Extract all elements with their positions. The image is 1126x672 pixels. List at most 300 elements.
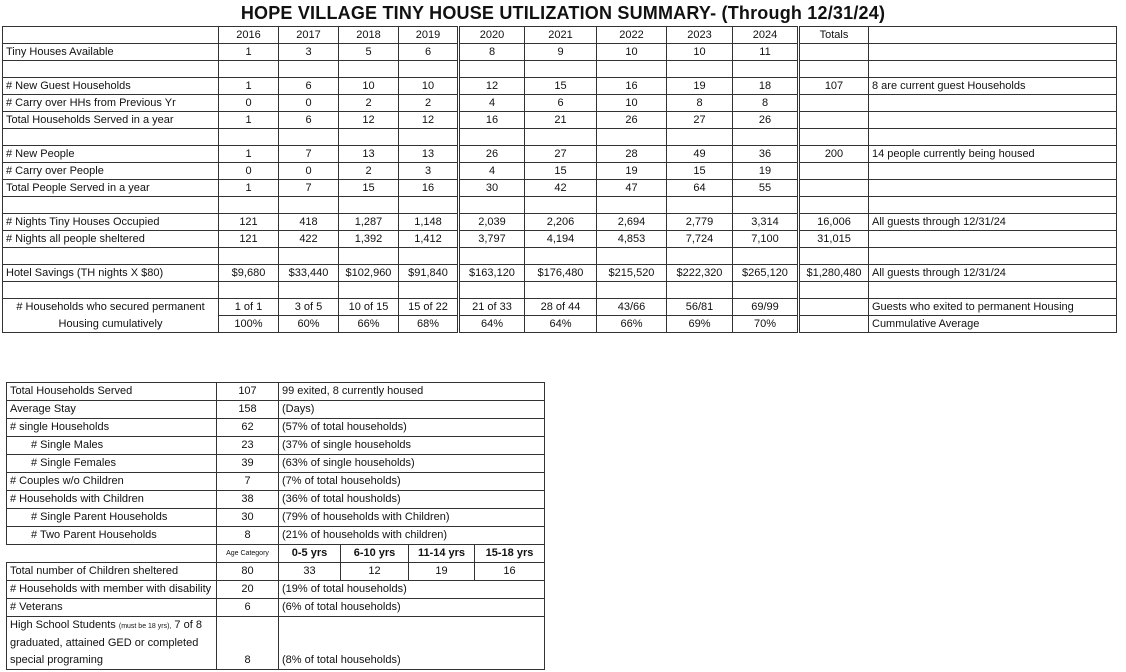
row-total: 16,006 <box>799 214 869 231</box>
detail-value: 62 <box>217 419 279 437</box>
row-value: 3,797 <box>459 231 525 248</box>
spacer-cell <box>399 129 459 146</box>
row-value: 4 <box>459 95 525 112</box>
gap-cell <box>7 545 217 563</box>
detail-value: 38 <box>217 491 279 509</box>
row-value: 26 <box>597 112 667 129</box>
spacer-cell <box>219 197 279 214</box>
gap-cell <box>545 383 615 401</box>
row-value: 15 <box>667 163 733 180</box>
detail-row <box>7 455 615 473</box>
page-title: HOPE VILLAGE TINY HOUSE UTILIZATION SUMMARY- (Through 12/31/24) <box>240 3 886 23</box>
permanent-fraction: 15 of 22 <box>399 299 459 316</box>
gap-cell <box>545 509 615 527</box>
row-value: 19 <box>597 163 667 180</box>
spacer-cell <box>667 61 733 78</box>
spacer-cell <box>597 282 667 299</box>
row-value: 26 <box>459 146 525 163</box>
spacer-cell <box>733 282 799 299</box>
spacer-cell <box>219 248 279 265</box>
row-value: 10 <box>399 78 459 95</box>
spacer-cell <box>339 282 399 299</box>
detail-note: (63% of single households) <box>279 455 545 473</box>
row-value: 121 <box>219 214 279 231</box>
age-category: 11-14 yrs <box>409 545 475 563</box>
row-value: 1,412 <box>399 231 459 248</box>
row-value: 5 <box>339 44 399 61</box>
row-note <box>869 163 1117 180</box>
year-header-row <box>3 27 1117 44</box>
permanent-label-2: Housing cumulatively <box>3 316 219 333</box>
age-category: 0-5 yrs <box>279 545 341 563</box>
row-note <box>869 44 1117 61</box>
table-row <box>3 146 1117 163</box>
spacer-cell <box>399 282 459 299</box>
permanent-percent: 70% <box>733 316 799 333</box>
gap-cell <box>545 617 615 670</box>
table-row <box>3 95 1117 112</box>
row-total <box>799 95 869 112</box>
spacer-cell <box>869 248 1117 265</box>
permanent-percent: 66% <box>339 316 399 333</box>
spacer-row <box>3 197 1117 214</box>
age-category: 15-18 yrs <box>475 545 545 563</box>
spacer-cell <box>219 129 279 146</box>
row-value: 42 <box>525 180 597 197</box>
permanent-percent: 100% <box>219 316 279 333</box>
row-value: 2,779 <box>667 214 733 231</box>
row-value: $91,840 <box>399 265 459 282</box>
spacer-cell <box>597 197 667 214</box>
detail-row <box>7 491 615 509</box>
spacer-cell <box>667 197 733 214</box>
row-value: 27 <box>525 146 597 163</box>
spacer-cell <box>525 61 597 78</box>
detail-note: (57% of total households) <box>279 419 545 437</box>
detail-value: 7 <box>217 473 279 491</box>
spacer-cell <box>399 197 459 214</box>
row-value: 1,392 <box>339 231 399 248</box>
gap-cell <box>545 491 615 509</box>
row-value: $265,120 <box>733 265 799 282</box>
detail-note: (21% of households with children) <box>279 527 545 545</box>
row-value: 19 <box>733 163 799 180</box>
year-header: 2023 <box>667 27 733 44</box>
row-label: Total People Served in a year <box>3 180 219 197</box>
students-label-note: (must be 18 yrs), <box>118 623 172 630</box>
row-value: 422 <box>279 231 339 248</box>
row-value: 49 <box>667 146 733 163</box>
spacer-cell <box>525 129 597 146</box>
row-label: # New People <box>3 146 219 163</box>
spacer-cell <box>399 248 459 265</box>
detail-note: (19% of total households) <box>279 581 545 599</box>
detail-label: # Couples w/o Children <box>7 473 217 491</box>
row-total: 200 <box>799 146 869 163</box>
children-count: 16 <box>475 563 545 581</box>
year-header: 2016 <box>219 27 279 44</box>
row-value: 2 <box>339 163 399 180</box>
row-value: 6 <box>399 44 459 61</box>
household-details-table <box>6 382 615 670</box>
detail-note: (79% of households with Children) <box>279 509 545 527</box>
spacer-cell <box>667 282 733 299</box>
permanent-note-2: Cummulative Average <box>869 316 1117 333</box>
permanent-percent-row <box>3 316 1117 333</box>
students-value: 8 <box>217 617 279 670</box>
spacer-cell <box>279 61 339 78</box>
row-value: 7,724 <box>667 231 733 248</box>
spacer-row <box>3 61 1117 78</box>
children-label: Total number of Children sheltered <box>7 563 217 581</box>
row-value: $102,960 <box>339 265 399 282</box>
age-category: 6-10 yrs <box>341 545 409 563</box>
spacer-cell <box>869 197 1117 214</box>
row-value: $163,120 <box>459 265 525 282</box>
spacer-cell <box>219 282 279 299</box>
row-note <box>869 180 1117 197</box>
totals-header: Totals <box>799 27 869 44</box>
year-header: 2018 <box>339 27 399 44</box>
row-value: 10 <box>667 44 733 61</box>
row-label: Hotel Savings (TH nights X $80) <box>3 265 219 282</box>
row-value: 12 <box>339 112 399 129</box>
detail-label: # Households with member with disability <box>7 581 217 599</box>
row-value: 8 <box>733 95 799 112</box>
row-value: 121 <box>219 231 279 248</box>
table-row <box>3 214 1117 231</box>
students-note: (8% of total households) <box>279 617 545 670</box>
permanent-percent: 66% <box>597 316 667 333</box>
year-header: 2022 <box>597 27 667 44</box>
permanent-percent: 64% <box>525 316 597 333</box>
detail-value: 158 <box>217 401 279 419</box>
row-value: 9 <box>525 44 597 61</box>
spacer-cell <box>3 129 219 146</box>
children-count: 33 <box>279 563 341 581</box>
gap-cell <box>545 455 615 473</box>
row-value: 12 <box>459 78 525 95</box>
row-value: 16 <box>459 112 525 129</box>
row-value: 19 <box>667 78 733 95</box>
row-value: 0 <box>279 95 339 112</box>
row-value: 6 <box>279 112 339 129</box>
row-note: 8 are current guest Households <box>869 78 1117 95</box>
row-total <box>799 112 869 129</box>
row-value: 18 <box>733 78 799 95</box>
permanent-fraction: 69/99 <box>733 299 799 316</box>
row-total <box>799 163 869 180</box>
row-value: $222,320 <box>667 265 733 282</box>
permanent-fraction: 1 of 1 <box>219 299 279 316</box>
spacer-cell <box>279 248 339 265</box>
row-value: 1 <box>219 180 279 197</box>
row-note: All guests through 12/31/24 <box>869 214 1117 231</box>
row-note <box>869 95 1117 112</box>
spacer-cell <box>525 248 597 265</box>
row-value: 10 <box>339 78 399 95</box>
row-value: 1 <box>219 112 279 129</box>
detail-row <box>7 401 615 419</box>
spacer-cell <box>459 248 525 265</box>
detail-note: (6% of total households) <box>279 599 545 617</box>
row-value: 3 <box>279 44 339 61</box>
row-value: $215,520 <box>597 265 667 282</box>
spacer-cell <box>279 282 339 299</box>
row-label: Tiny Houses Available <box>3 44 219 61</box>
spacer-cell <box>525 197 597 214</box>
gap-cell <box>545 419 615 437</box>
row-value: 21 <box>525 112 597 129</box>
detail-value: 23 <box>217 437 279 455</box>
detail-label: # Veterans <box>7 599 217 617</box>
spacer-cell <box>733 61 799 78</box>
spacer-cell <box>597 248 667 265</box>
row-label: Total Households Served in a year <box>3 112 219 129</box>
row-label: # Nights all people sheltered <box>3 231 219 248</box>
spacer-cell <box>3 61 219 78</box>
detail-row <box>7 581 615 599</box>
row-value: 2 <box>399 95 459 112</box>
gap-cell <box>545 581 615 599</box>
spacer-cell <box>799 61 869 78</box>
row-value: 15 <box>525 78 597 95</box>
table-row <box>3 78 1117 95</box>
students-row <box>7 617 615 670</box>
permanent-note: Guests who exited to permanent Housing <box>869 299 1117 316</box>
table-row <box>3 265 1117 282</box>
year-header: 2019 <box>399 27 459 44</box>
total-served-value: 107 <box>217 383 279 401</box>
notes-header <box>869 27 1117 44</box>
detail-label: # single Households <box>7 419 217 437</box>
table-row <box>3 112 1117 129</box>
row-value: 7 <box>279 146 339 163</box>
spacer-cell <box>459 129 525 146</box>
permanent-percent: 60% <box>279 316 339 333</box>
gap-cell <box>545 545 615 563</box>
spacer-cell <box>279 129 339 146</box>
students-label <box>7 617 217 670</box>
row-value: 13 <box>399 146 459 163</box>
spacer-row <box>3 248 1117 265</box>
gap-cell <box>545 473 615 491</box>
permanent-fraction: 28 of 44 <box>525 299 597 316</box>
spacer-cell <box>459 197 525 214</box>
row-label: # Carry over HHs from Previous Yr <box>3 95 219 112</box>
row-value: 8 <box>459 44 525 61</box>
permanent-housing-row <box>3 299 1117 316</box>
row-value: 10 <box>597 95 667 112</box>
gap-cell <box>545 563 615 581</box>
row-value: 3 <box>399 163 459 180</box>
spacer-cell <box>525 282 597 299</box>
row-note: All guests through 12/31/24 <box>869 265 1117 282</box>
row-value: $9,680 <box>219 265 279 282</box>
row-value: 16 <box>399 180 459 197</box>
row-label: # Carry over People <box>3 163 219 180</box>
row-value: 2,206 <box>525 214 597 231</box>
row-value: 4,194 <box>525 231 597 248</box>
children-value: 80 <box>217 563 279 581</box>
permanent-percent: 68% <box>399 316 459 333</box>
table-row <box>3 163 1117 180</box>
row-value: $33,440 <box>279 265 339 282</box>
spacer-cell <box>869 282 1117 299</box>
header-blank <box>3 27 219 44</box>
row-value: 15 <box>525 163 597 180</box>
spacer-cell <box>339 61 399 78</box>
row-value: 1 <box>219 44 279 61</box>
row-value: 10 <box>597 44 667 61</box>
permanent-fraction: 43/66 <box>597 299 667 316</box>
detail-row <box>7 599 615 617</box>
row-total <box>799 44 869 61</box>
students-label-rest: 7 of 8 graduated, attained GED or completed special programing <box>10 619 202 666</box>
detail-value: 6 <box>217 599 279 617</box>
total-served-note: 99 exited, 8 currently housed <box>279 383 545 401</box>
row-total <box>799 180 869 197</box>
detail-row <box>7 509 615 527</box>
spacer-row <box>3 282 1117 299</box>
total-served-row <box>7 383 615 401</box>
detail-row <box>7 527 615 545</box>
row-value: 8 <box>667 95 733 112</box>
row-value: 26 <box>733 112 799 129</box>
row-value: 418 <box>279 214 339 231</box>
row-value: 2,694 <box>597 214 667 231</box>
children-count: 12 <box>341 563 409 581</box>
row-value: 6 <box>279 78 339 95</box>
spacer-cell <box>869 61 1117 78</box>
total-served-label: Total Households Served <box>7 383 217 401</box>
gap-cell <box>545 599 615 617</box>
spacer-cell <box>399 61 459 78</box>
spacer-cell <box>799 248 869 265</box>
row-value: 47 <box>597 180 667 197</box>
detail-value: 39 <box>217 455 279 473</box>
spacer-cell <box>597 61 667 78</box>
row-value: 15 <box>339 180 399 197</box>
row-total: 107 <box>799 78 869 95</box>
spacer-cell <box>597 129 667 146</box>
row-value: 1 <box>219 146 279 163</box>
spacer-cell <box>3 282 219 299</box>
detail-value: 8 <box>217 527 279 545</box>
children-row <box>7 563 615 581</box>
spacer-cell <box>869 129 1117 146</box>
students-label-main: High School Students <box>10 619 116 631</box>
row-label: # Nights Tiny Houses Occupied <box>3 214 219 231</box>
row-value: 11 <box>733 44 799 61</box>
year-header: 2024 <box>733 27 799 44</box>
spacer-cell <box>3 197 219 214</box>
detail-value: 20 <box>217 581 279 599</box>
detail-note: (7% of total households) <box>279 473 545 491</box>
row-value: 4,853 <box>597 231 667 248</box>
row-value: 4 <box>459 163 525 180</box>
row-value: 2 <box>339 95 399 112</box>
detail-value: 30 <box>217 509 279 527</box>
row-value: 0 <box>279 163 339 180</box>
permanent-fraction: 56/81 <box>667 299 733 316</box>
row-value: 0 <box>219 95 279 112</box>
detail-row <box>7 473 615 491</box>
spacer-cell <box>667 129 733 146</box>
detail-note: (36% of total housholds) <box>279 491 545 509</box>
detail-note: (Days) <box>279 401 545 419</box>
year-header: 2020 <box>459 27 525 44</box>
row-value: 3,314 <box>733 214 799 231</box>
row-value: 13 <box>339 146 399 163</box>
spacer-cell <box>799 197 869 214</box>
gap-cell <box>545 437 615 455</box>
permanent-total-2 <box>799 316 869 333</box>
row-note <box>869 112 1117 129</box>
table-row <box>3 231 1117 248</box>
row-note <box>869 231 1117 248</box>
detail-row <box>7 419 615 437</box>
table-row <box>3 44 1117 61</box>
spacer-cell <box>339 197 399 214</box>
detail-label: # Single Females <box>7 455 217 473</box>
row-total: $1,280,480 <box>799 265 869 282</box>
permanent-percent: 64% <box>459 316 525 333</box>
row-note: 14 people currently being housed <box>869 146 1117 163</box>
children-count: 19 <box>409 563 475 581</box>
detail-label: Average Stay <box>7 401 217 419</box>
row-value: 7 <box>279 180 339 197</box>
permanent-fraction: 10 of 15 <box>339 299 399 316</box>
detail-label: # Two Parent Households <box>7 527 217 545</box>
spacer-cell <box>219 61 279 78</box>
utilization-summary-table <box>2 26 1117 333</box>
row-label: # New Guest Households <box>3 78 219 95</box>
row-total: 31,015 <box>799 231 869 248</box>
spacer-row <box>3 129 1117 146</box>
age-category-row <box>7 545 615 563</box>
row-value: 36 <box>733 146 799 163</box>
spacer-cell <box>3 248 219 265</box>
detail-note: (37% of single households <box>279 437 545 455</box>
table-row <box>3 180 1117 197</box>
detail-label: # Households with Children <box>7 491 217 509</box>
gap-cell <box>545 401 615 419</box>
spacer-cell <box>733 248 799 265</box>
row-value: 28 <box>597 146 667 163</box>
spacer-cell <box>339 129 399 146</box>
row-value: 16 <box>597 78 667 95</box>
year-header: 2021 <box>525 27 597 44</box>
year-header: 2017 <box>279 27 339 44</box>
row-value: 64 <box>667 180 733 197</box>
spacer-cell <box>733 129 799 146</box>
row-value: 1,287 <box>339 214 399 231</box>
spacer-cell <box>733 197 799 214</box>
detail-label: # Single Males <box>7 437 217 455</box>
spacer-cell <box>799 129 869 146</box>
permanent-fraction: 21 of 33 <box>459 299 525 316</box>
detail-label: # Single Parent Households <box>7 509 217 527</box>
row-value: 55 <box>733 180 799 197</box>
spacer-cell <box>667 248 733 265</box>
spacer-cell <box>459 282 525 299</box>
row-value: 1 <box>219 78 279 95</box>
row-value: 7,100 <box>733 231 799 248</box>
detail-row <box>7 437 615 455</box>
spacer-cell <box>799 282 869 299</box>
spacer-cell <box>459 61 525 78</box>
